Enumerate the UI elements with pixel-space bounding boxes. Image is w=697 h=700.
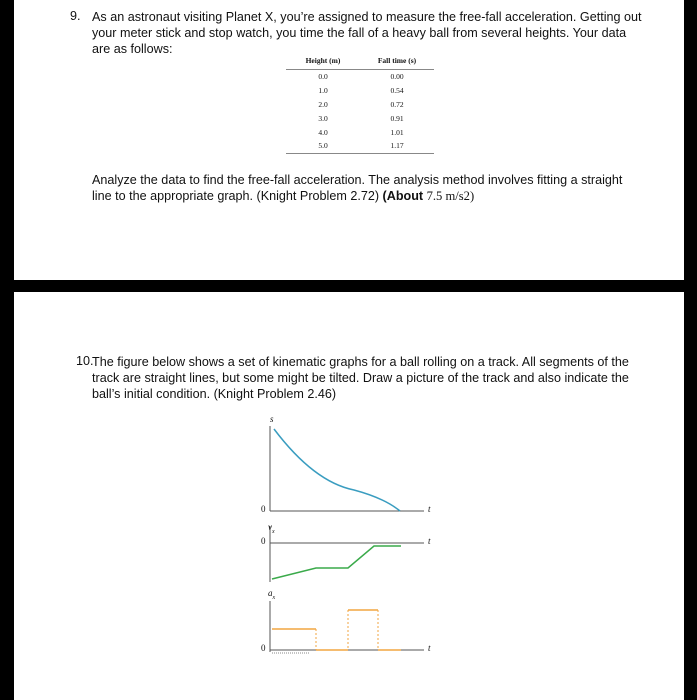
question-9-line-2: your meter stick and stop watch, you time the fall of a heavy ball from several heights. Your data: [92, 26, 627, 40]
ax-zero-label: 0: [261, 643, 266, 653]
question-10-line-1: The figure below shows a set of kinematic graphs for a ball rolling on a track. All segments of the: [92, 355, 629, 369]
question-9-line-1: As an astronaut visiting Planet X, you’re assigned to measure the free-fall acceleration. Getting out: [92, 10, 642, 24]
ax-subscript: x: [272, 594, 276, 601]
cell-fall-time: 0.91: [390, 113, 404, 123]
data-table: [286, 56, 434, 154]
cell-height: 2.0: [318, 99, 328, 109]
vx-zero-label: 0: [261, 536, 266, 546]
cell-height: 0.0: [318, 72, 328, 82]
table-row: [286, 111, 434, 125]
question-10-number: 10.: [76, 354, 94, 368]
s-t-label: t: [428, 504, 431, 514]
table-header-height: Height (m): [286, 56, 360, 70]
cell-fall-time: 0.54: [390, 86, 404, 96]
ax-t-label: t: [428, 643, 431, 653]
s-zero-label: 0: [261, 504, 266, 514]
page-question-10: [14, 292, 684, 700]
cell-height: 4.0: [318, 127, 328, 137]
vx-axis-label: [268, 522, 275, 535]
page-question-9: [14, 0, 684, 280]
vx-subscript: x: [272, 528, 275, 535]
about-value: 7.5 m/s2): [426, 189, 475, 203]
question-10-line-3: ball’s initial condition. (Knight Problem 2.46): [92, 387, 337, 401]
cell-height: 3.0: [318, 113, 328, 123]
table-row: [286, 125, 434, 139]
s-axis-label: s: [270, 414, 274, 424]
cell-height: 5.0: [286, 139, 360, 153]
table-row: [286, 98, 434, 112]
table-header-fall-time: Fall time (s): [360, 56, 434, 70]
cell-fall-time: 1.01: [390, 127, 404, 137]
cell-height: 1.0: [318, 86, 328, 96]
question-9-analyze-line-2: [92, 188, 474, 204]
question-9-number: 9.: [70, 9, 81, 23]
question-9-analyze-line-1: Analyze the data to find the free-fall acceleration. The analysis method involves fitting a straight: [92, 173, 623, 187]
kinematic-graphs: [14, 292, 684, 700]
table-row: [286, 139, 434, 153]
cell-fall-time: 1.17: [360, 139, 434, 153]
analyze-line-2-text: line to the appropriate graph. (Knight Problem 2.72): [92, 189, 383, 203]
position-curve: [274, 429, 400, 511]
ax-axis-label: [268, 588, 275, 601]
vx-t-label: t: [428, 536, 431, 546]
vx-label: v: [268, 522, 272, 532]
velocity-curve: [272, 546, 401, 579]
cell-fall-time: 0.72: [390, 99, 404, 109]
table-row: [286, 70, 434, 84]
cell-fall-time: 0.00: [390, 72, 404, 82]
about-label: (About: [382, 189, 427, 203]
ax-label: a: [268, 588, 273, 598]
question-9-line-3: are as follows:: [92, 42, 173, 56]
question-10-line-2: track are straight lines, but some might be tilted. Draw a picture of the track and also indicate the: [92, 371, 629, 385]
table-row: [286, 84, 434, 98]
